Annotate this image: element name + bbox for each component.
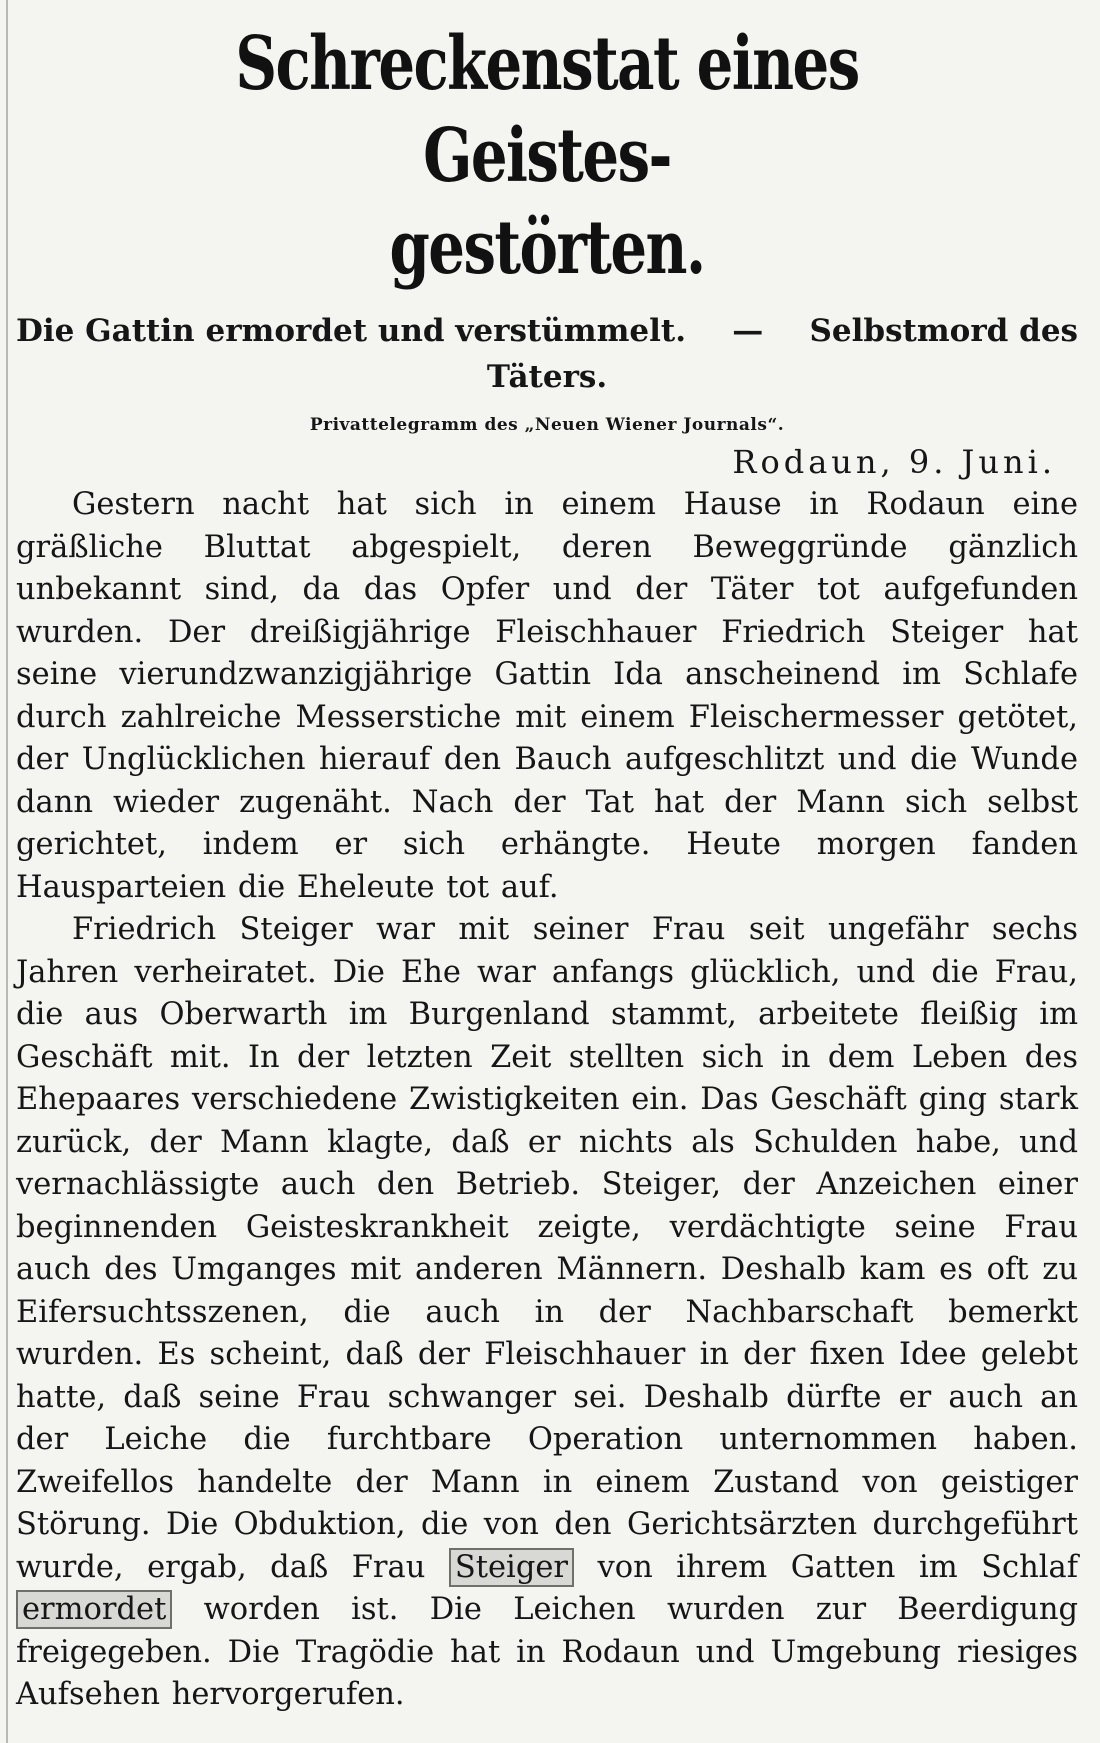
paragraph-2-text-middle: von ihrem Gatten im Schlaf xyxy=(597,1549,1078,1585)
highlighted-word-steiger: Steiger xyxy=(449,1548,574,1587)
telegram-credit: Privattelegramm des „Neuen Wiener Journals“. xyxy=(309,415,785,435)
subheadline-part-1: Die Gattin ermordet und verstümmelt. xyxy=(16,313,686,349)
column-rule xyxy=(6,0,8,1743)
subheadline-line-2: Täters. xyxy=(486,359,608,395)
highlighted-word-ermordet: ermordet xyxy=(16,1590,172,1629)
paragraph-1: Gestern nacht hat sich in einem Hause in Rodaun eine gräßliche Bluttat abgespielt, deren Beweggründe gänzlich unbekannt sind, da das Opfer und der Täter tot aufgefunden wurden. Der dreißigjährige Fleischhauer Friedrich Steiger hat seine vierundzwanzigjährige Gattin Ida anscheinend im Schlafe durch zahlreiche Messerstiche mit einem Fleischermesser getötet, der Unglücklichen hierauf den Bauch aufgeschlitzt und die Wunde dann wieder zugenäht. Nach der Tat hat der Mann sich selbst gerichtet, indem er sich erhängte. Heute morgen fanden Hausparteien die Eheleute tot auf. xyxy=(16,487,1078,905)
subheadline-line-1 xyxy=(16,308,1078,354)
headline-line-2: gestörten. xyxy=(389,205,705,291)
subheadline xyxy=(16,308,1078,400)
headline-line-1: Schreckenstat eines Geistes- xyxy=(235,21,859,199)
paragraph-2 xyxy=(16,909,1078,1717)
paragraph-2-text-before: Friedrich Steiger war mit seiner Frau seit ungefähr sechs Jahren verheiratet. Die Ehe war anfangs glücklich, und die Frau, die aus Oberwarth im Burgenland stammt, arbeitete fleißig im Geschäft mit. In der letzten Zeit stellten sich in dem Leben des Ehepaares verschiedene Zwistigkeiten ein. Das Geschäft ging stark zurück, der Mann klagte, daß er nichts als Schulden habe, und vernachlässigte auch den Betrieb. Steiger, der Anzeichen einer beginnenden Geisteskrankheit zeigte, verdächtigte seine Frau auch des Umganges mit anderen Männern. Deshalb kam es oft zu Eifersuchtsszenen, die auch in der Nachbarschaft bemerkt wurden. Es scheint, daß der Fleischhauer in der fixen Idee gelebt hatte, daß seine Frau schwanger sei. Deshalb dürfte er auch an der Leiche die furchtbare Operation unternommen haben. Zweifellos handelte der Mann in einem Zustand von geistiger Störung. Die Obduktion, die von den Gerichtsärzten durchgeführt wurde, ergab, daß Frau xyxy=(16,912,1078,1585)
subheadline-dash: — xyxy=(732,313,764,349)
paragraph-2-text-after: worden ist. Die Leichen wurden zur Beerdigung freigegeben. Die Tragödie hat in Rodaun und Umgebung riesiges Aufsehen hervorgerufen. xyxy=(16,1592,1079,1712)
dateline: Rodaun, 9. Juni. xyxy=(732,443,1056,481)
subheadline-part-2: Selbstmord des xyxy=(809,313,1078,349)
headline xyxy=(133,18,961,294)
